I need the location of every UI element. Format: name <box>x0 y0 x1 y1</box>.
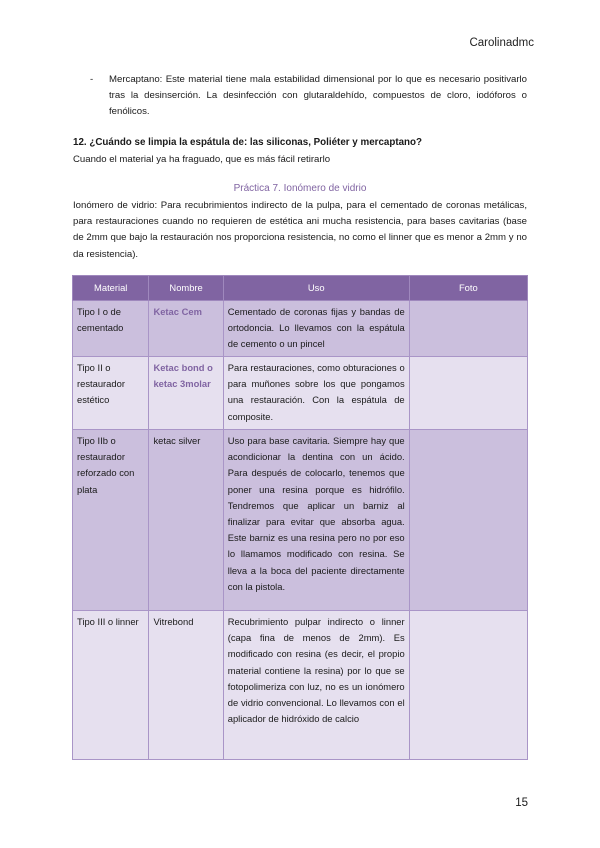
header-material: Material <box>73 276 149 301</box>
cell-material: Tipo IIb o restaurador reforzado con plata <box>73 430 149 611</box>
bullet-text: Mercaptano: Este material tiene mala estabilidad dimensional por lo que es necesario positivarlo tras la desinserción. La desinfección con glutaraldehído, compuestos de cloro, iodóforos o fenólicos. <box>109 74 527 117</box>
cell-nombre: Ketac bond o ketac 3molar <box>149 357 223 430</box>
cell-material: Tipo III o linner <box>73 611 149 760</box>
cell-foto <box>409 611 527 760</box>
cell-uso: Para restauraciones, como obturaciones o para muñones sobre los que pongamos una restauración. Con la espátula de composite. <box>223 357 409 430</box>
question-title: 12. ¿Cuándo se limpia la espátula de: las siliconas, Poliéter y mercaptano? <box>73 137 422 148</box>
materials-table <box>72 275 528 760</box>
table-row <box>73 357 528 430</box>
cell-material: Tipo I o de cementado <box>73 301 149 357</box>
cell-uso: Uso para base cavitaria. Siempre hay que acondicionar la dentina con un ácido. Para después de colocarlo, tenemos que poner una resina porque es hidrófilo. Tendremos que aplicar un barniz al finalizar para evitar que absorba agua. Este barniz es una resina pero no por eso lo llamamos modificado con resina. Se lleva a la boca del paciente directamente con la pistola. <box>223 430 409 611</box>
cell-nombre: Ketac Cem <box>149 301 223 357</box>
bullet-dash: - <box>90 74 94 85</box>
cell-uso: Recubrimiento pulpar indirecto o linner (capa fina de menos de 2mm). Es modificado con resina (es decir, el propio material contiene la resina) por lo que se fotopolimeriza con luz, no es un ionómero de vidrio convencional. Lo llevamos con el aplicador de hidróxido de calcio <box>223 611 409 760</box>
cell-nombre: ketac silver <box>149 430 223 611</box>
cell-foto <box>409 430 527 611</box>
table-row <box>73 430 528 611</box>
cell-foto <box>409 301 527 357</box>
header-nombre: Nombre <box>149 276 223 301</box>
table-row <box>73 301 528 357</box>
cell-uso: Cementado de coronas fijas y bandas de ortodoncia. Lo llevamos con la espátula de cemento o un pincel <box>223 301 409 357</box>
bullet-item-mercaptano <box>90 72 527 120</box>
cell-nombre: Vitrebond <box>149 611 223 760</box>
page-header-author: Carolinadmc <box>469 37 534 49</box>
cell-foto <box>409 357 527 430</box>
question-answer: Cuando el material ya ha fraguado, que es más fácil retirarlo <box>73 154 331 165</box>
practice-title: Práctica 7. Ionómero de vidrio <box>233 183 367 194</box>
header-foto: Foto <box>409 276 527 301</box>
table-row <box>73 611 528 760</box>
header-uso: Uso <box>223 276 409 301</box>
table-header-row <box>73 276 528 301</box>
cell-material: Tipo II o restaurador estético <box>73 357 149 430</box>
page-number: 15 <box>515 797 528 809</box>
practice-intro: Ionómero de vidrio: Para recubrimientos indirecto de la pulpa, para el cementado de coronas metálicas, para restauraciones cuando no requieren de estética ani mucha resistencia, para bases cavitarias (base de 2mm que bajo la restauración nos proporciona resistencia, no como el linner que es menor a 2mm y no da resistencia). <box>73 200 527 260</box>
